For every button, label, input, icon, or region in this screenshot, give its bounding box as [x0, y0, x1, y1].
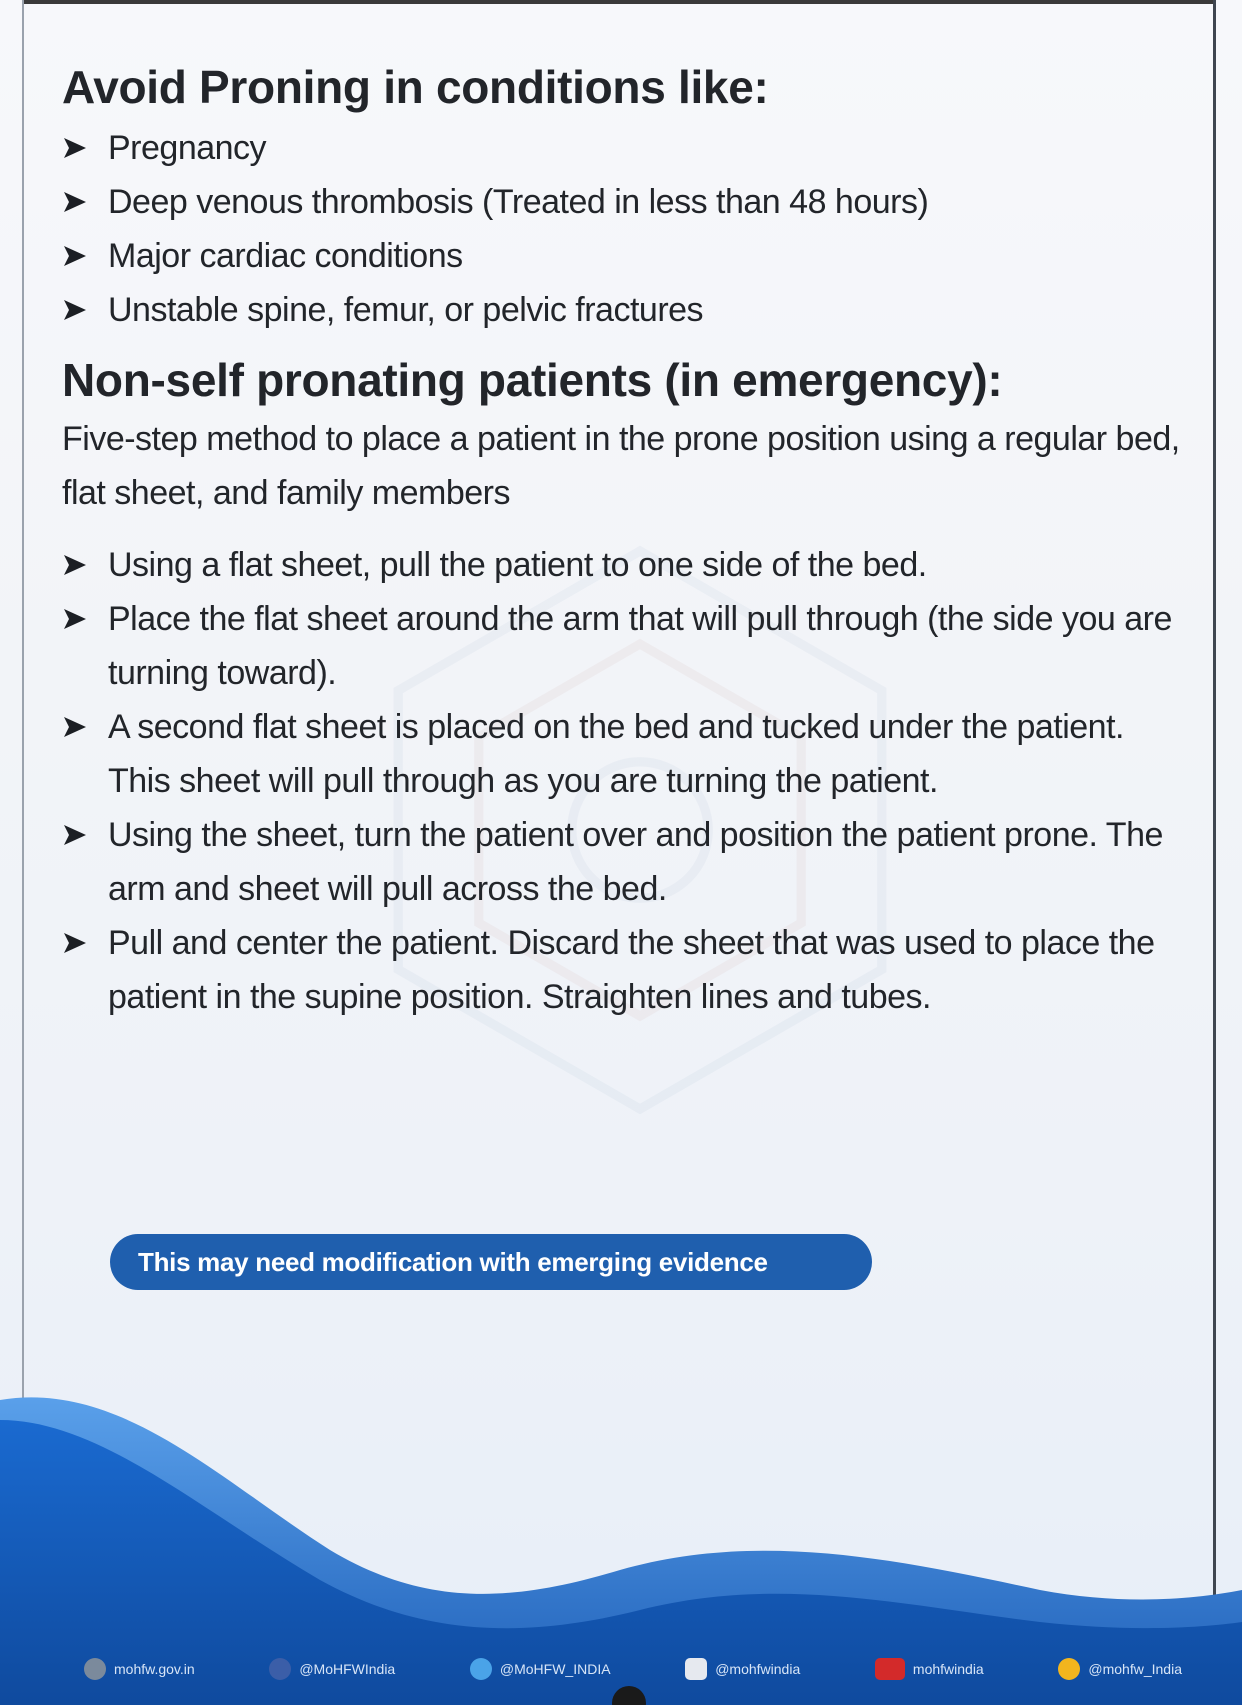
footer-link-youtube[interactable]: mohfwindia	[875, 1658, 984, 1680]
step-item	[62, 808, 1182, 916]
step-text: Pull and center the patient. Discard the sheet that was used to place the patient in the supine position. Straighten lines and tubes.	[108, 924, 1155, 1017]
chevron-right-icon	[62, 135, 88, 161]
step-item	[62, 592, 1182, 700]
list-item-text: Major cardiac conditions	[108, 237, 463, 276]
step-item	[62, 700, 1182, 808]
chevron-right-icon	[62, 606, 88, 632]
footer-link-facebook[interactable]: @MoHFWIndia	[269, 1658, 395, 1680]
list-item-text: Unstable spine, femur, or pelvic fractures	[108, 291, 704, 330]
chevron-right-icon	[62, 243, 88, 269]
chevron-right-icon	[62, 930, 88, 956]
step-text: Using the sheet, turn the patient over and position the patient prone. The arm and sheet will pull across the bed.	[108, 816, 1163, 909]
list-item	[62, 283, 1182, 337]
chevron-right-icon	[62, 189, 88, 215]
section-title-non-self-pronating: Non-self pronating patients (in emergency):	[62, 354, 1003, 407]
footer-link-koo[interactable]: @mohfw_India	[1058, 1658, 1182, 1680]
step-text: A second flat sheet is placed on the bed and tucked under the patient. This sheet will pull through as you are turning the patient.	[108, 708, 1124, 801]
globe-icon	[84, 1658, 106, 1680]
list-item-text: Pregnancy	[108, 129, 267, 168]
list-item	[62, 121, 1182, 175]
step-item	[62, 538, 1182, 592]
chevron-right-icon	[62, 552, 88, 578]
instagram-icon	[685, 1658, 707, 1680]
top-border	[22, 0, 1214, 4]
method-intro-text: Five-step method to place a patient in the prone position using a regular bed, flat sheet, and family members	[62, 420, 1180, 513]
step-text: Place the flat sheet around the arm that will pull through (the side you are turning toward).	[108, 600, 1172, 693]
chevron-right-icon	[62, 297, 88, 323]
footer-link-website[interactable]: mohfw.gov.in	[84, 1658, 195, 1680]
twitter-icon	[470, 1658, 492, 1680]
footer-link-instagram[interactable]: @mohfwindia	[685, 1658, 800, 1680]
list-item	[62, 229, 1182, 283]
steps-list	[62, 538, 1182, 1024]
evidence-note-badge: This may need modification with emerging evidence	[110, 1234, 872, 1290]
footer-link-twitter[interactable]: @MoHFW_INDIA	[470, 1658, 611, 1680]
main-content	[62, 60, 1182, 1024]
contraindications-list	[62, 121, 1182, 337]
facebook-icon	[269, 1658, 291, 1680]
chevron-right-icon	[62, 822, 88, 848]
step-text: Using a flat sheet, pull the patient to one side of the bed.	[108, 546, 927, 585]
chevron-right-icon	[62, 714, 88, 740]
koo-icon	[1058, 1658, 1080, 1680]
section-title-avoid-proning: Avoid Proning in conditions like:	[62, 61, 769, 113]
list-item-text: Deep venous thrombosis (Treated in less than 48 hours)	[108, 183, 929, 222]
step-item	[62, 916, 1182, 1024]
list-item	[62, 175, 1182, 229]
youtube-icon	[875, 1658, 905, 1680]
footer-social-links	[84, 1654, 1182, 1684]
